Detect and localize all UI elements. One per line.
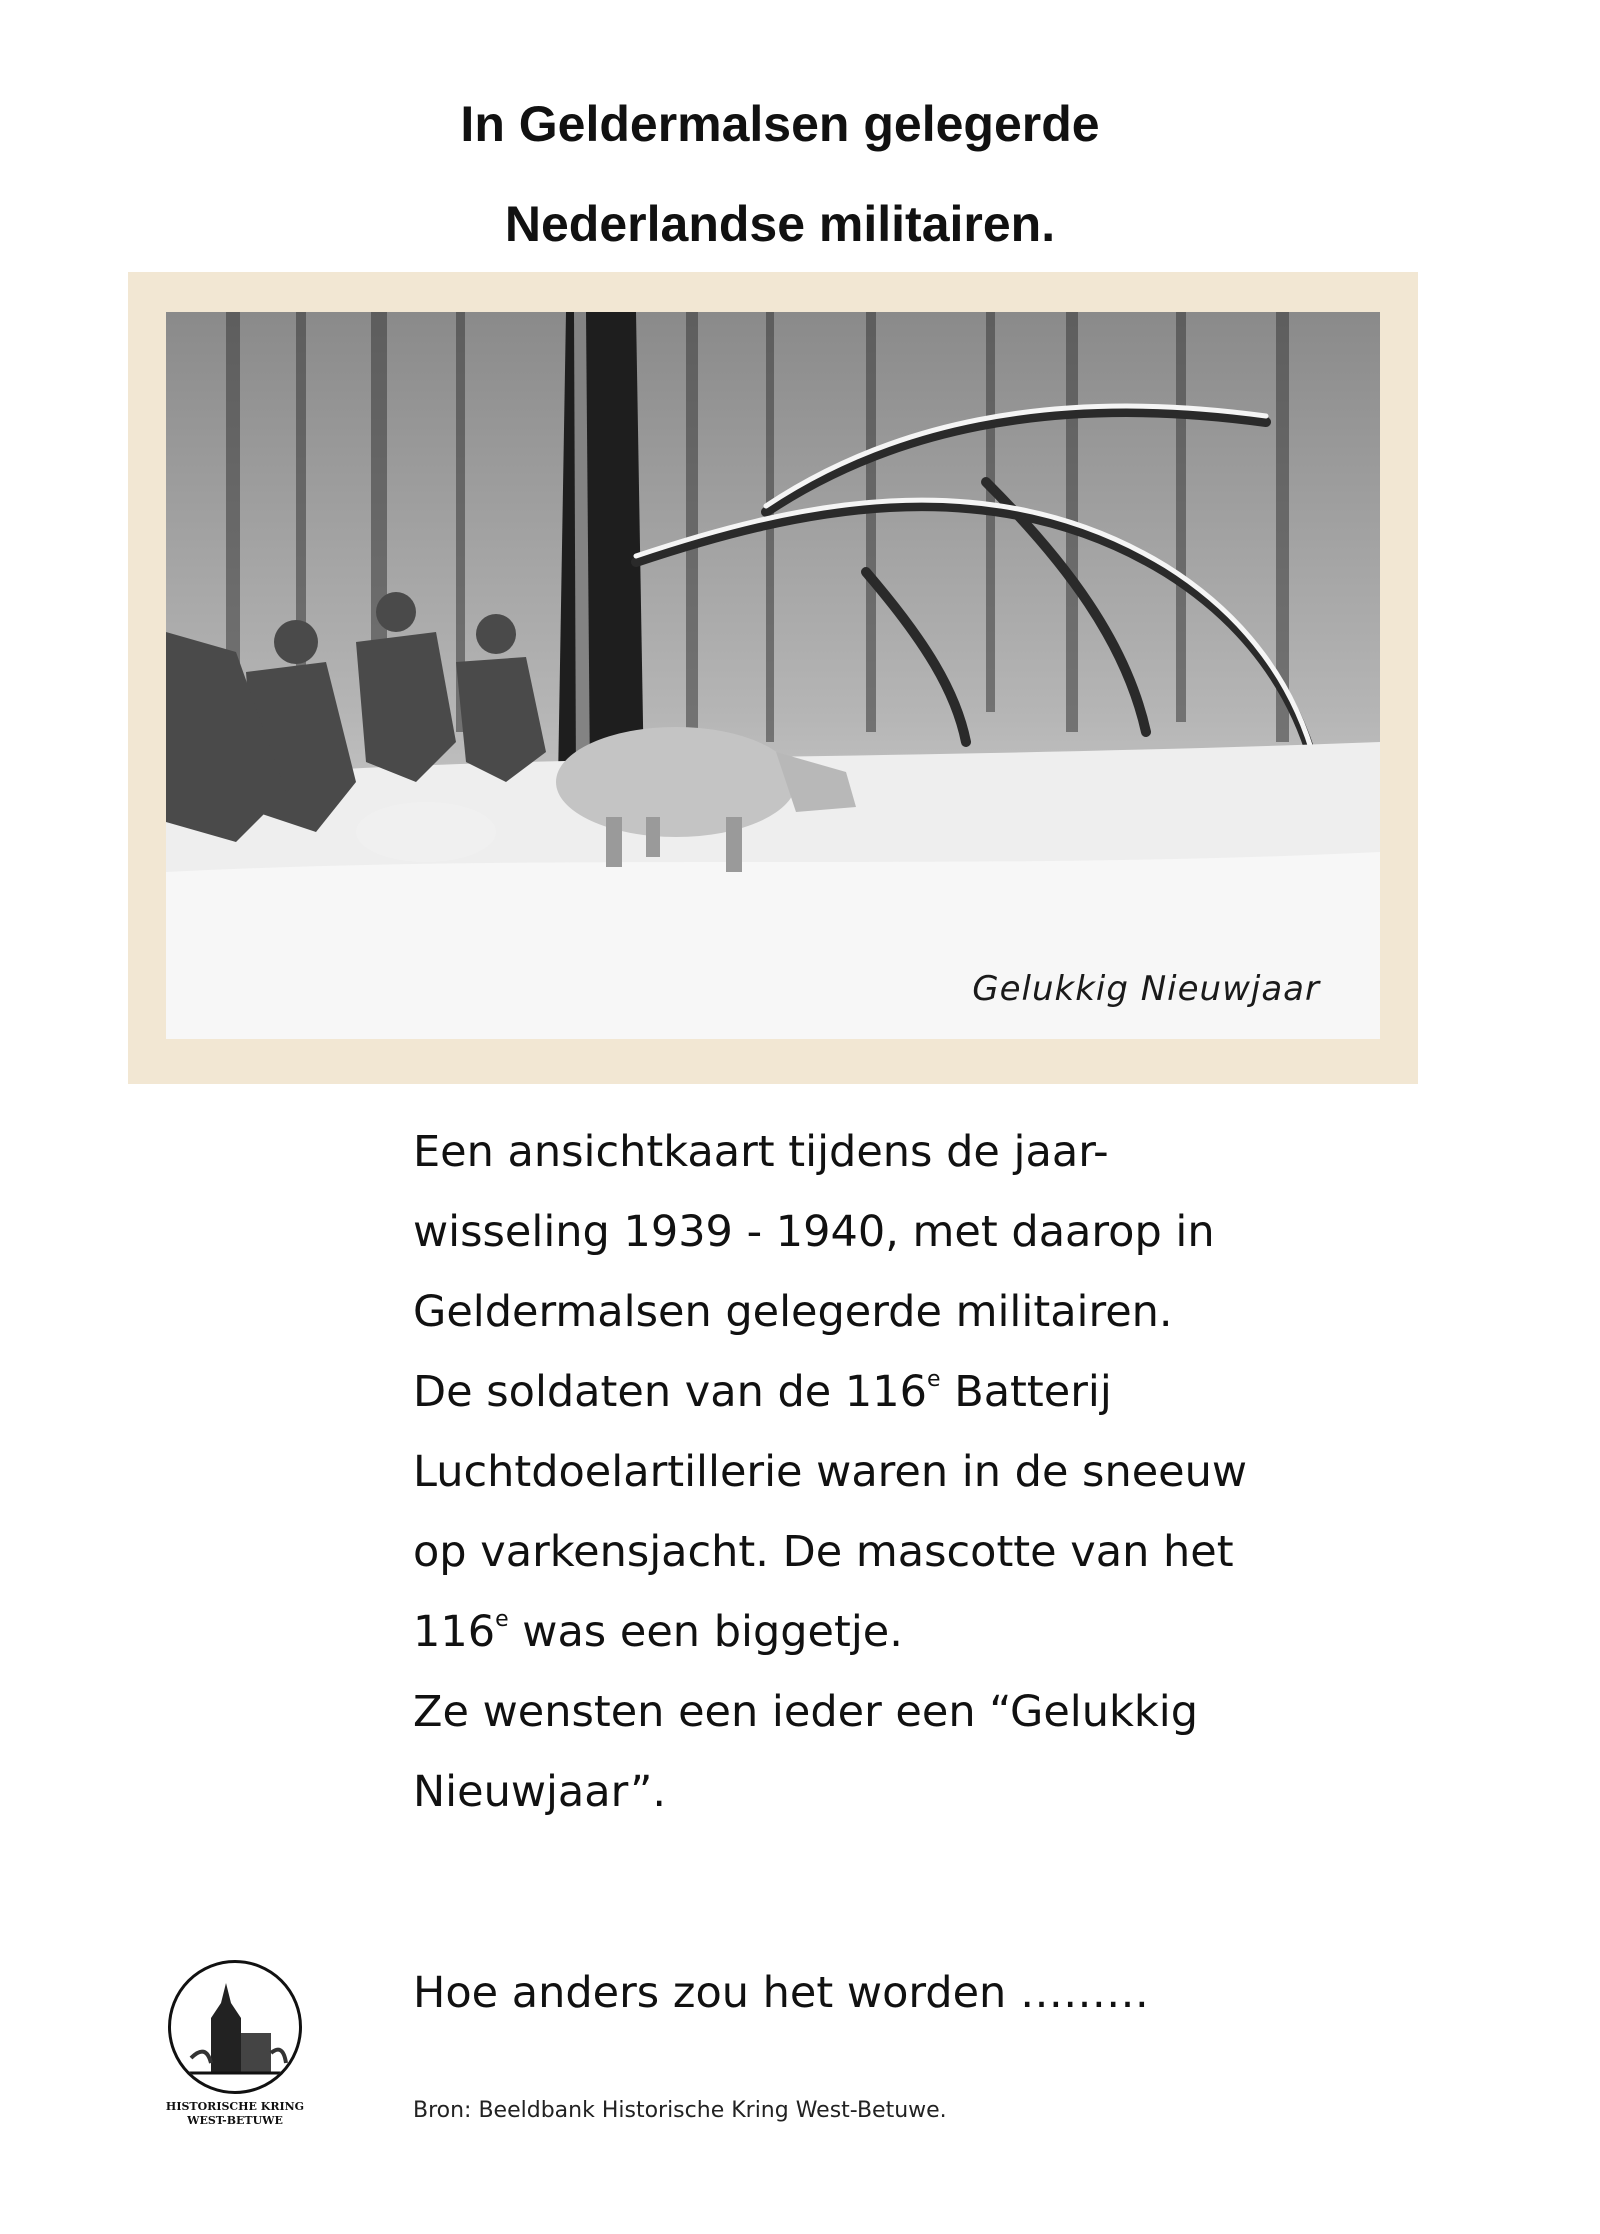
- postcard: [128, 272, 1418, 1084]
- closing-line: Hoe anders zou het worden ………: [413, 1968, 1149, 2018]
- superscript-e-2: e: [495, 1607, 509, 1632]
- paragraph-2-start: De soldaten van de 116: [413, 1367, 927, 1417]
- paragraph-1: Een ansichtkaart tijdens de jaar- wisseling 1939 - 1940, met daarop in Geldermalsen gelegerde militairen.: [413, 1127, 1215, 1337]
- paragraph-3: Ze wensten een ieder een “Gelukkig Nieuwjaar”.: [413, 1687, 1199, 1817]
- paragraph-2-number: 116: [413, 1607, 496, 1657]
- source-credit: Bron: Beeldbank Historische Kring West-Betuwe.: [413, 2098, 947, 2123]
- snow-forest-illustration: [166, 312, 1380, 1039]
- superscript-e: e: [926, 1367, 941, 1392]
- paragraph-2-batterij: Batterij: [940, 1367, 1112, 1417]
- body-text: [413, 1112, 1453, 1832]
- logo-caption: HISTORISCHE KRING WEST-BETUWE: [165, 2100, 305, 2127]
- paragraph-2: [413, 1352, 1453, 1672]
- paragraph-2-middle: Luchtdoelartillerie waren in de sneeuw op varkensjacht. De mascotte van het: [413, 1447, 1248, 1577]
- postcard-photo: [166, 312, 1380, 1039]
- church-logo-icon: [168, 1960, 302, 2094]
- page-title-line-1: In Geldermalsen gelegerde: [460, 96, 1100, 152]
- page-title-line-2: Nederlandse militairen.: [504, 196, 1056, 252]
- historische-kring-logo: [165, 1960, 305, 2128]
- postcard-caption: Gelukkig Nieuwjaar: [972, 969, 1320, 1009]
- paragraph-2-end: was een biggetje.: [508, 1607, 903, 1657]
